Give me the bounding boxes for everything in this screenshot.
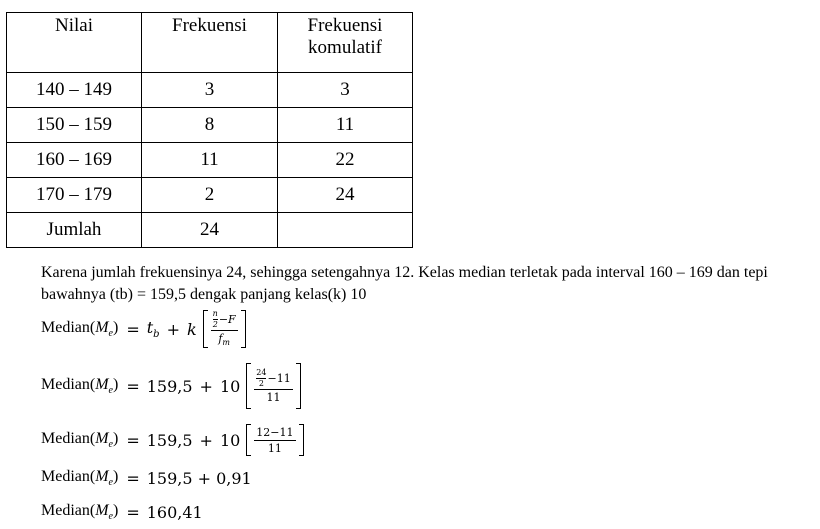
- header-nilai: Nilai: [7, 13, 142, 73]
- median-label: $Median(M_e)$: [41, 318, 119, 340]
- table-row: [7, 108, 413, 143]
- cell-frekuensi: 2: [142, 178, 278, 213]
- header-frekuensi: Frekuensi: [142, 13, 278, 73]
- fraction: n 2 −F $f_m$: [212, 309, 236, 348]
- equals-sign: =: [126, 319, 140, 339]
- formula-median-simplified: [41, 424, 304, 456]
- cell-jumlah-value: 24: [142, 213, 278, 248]
- cell-frekuensi: 3: [142, 73, 278, 108]
- bracket-group: [246, 363, 300, 409]
- cell-nilai: 160 – 169: [7, 143, 142, 178]
- k-value: 10: [219, 376, 241, 396]
- equals-sign: =: [126, 468, 140, 488]
- cell-komulatif: 22: [278, 143, 413, 178]
- cell-jumlah-empty: [278, 213, 413, 248]
- right-bracket: [241, 310, 246, 348]
- cell-nilai: 140 – 149: [7, 73, 142, 108]
- median-label: $Median(M_e)$: [41, 468, 119, 489]
- plus-sign: +: [166, 319, 180, 339]
- fraction: 24 2 −11 11: [256, 367, 291, 404]
- tb-value: 159,5: [146, 430, 193, 450]
- plus-sign: +: [199, 376, 213, 396]
- cell-frekuensi: 8: [142, 108, 278, 143]
- median-label: $Median(M_e)$: [41, 375, 119, 397]
- equals-sign: =: [126, 430, 140, 450]
- table-header-row: [7, 13, 413, 73]
- k-symbol: k: [186, 319, 197, 339]
- cell-nilai: 170 – 179: [7, 178, 142, 213]
- formula-median-result: [41, 502, 206, 522]
- cell-jumlah-label: Jumlah: [7, 213, 142, 248]
- left-bracket: [246, 363, 251, 409]
- header-col3-line2: komulatif: [308, 37, 382, 58]
- table-row: [7, 178, 413, 213]
- cell-nilai: 150 – 159: [7, 108, 142, 143]
- tb-value: 159,5: [146, 376, 193, 396]
- k-value: 10: [219, 430, 241, 450]
- cell-komulatif: 3: [278, 73, 413, 108]
- table-row: [7, 143, 413, 178]
- left-bracket: [246, 424, 251, 456]
- sum-expression: 159,5 + 0,91: [146, 468, 252, 488]
- bracket-group: [246, 424, 303, 456]
- bracket-group: [203, 310, 246, 348]
- median-label: $Median(M_e)$: [41, 502, 119, 523]
- median-label: $Median(M_e)$: [41, 429, 119, 451]
- explanation-paragraph: Karena jumlah frekuensinya 24, sehingga setengahnya 12. Kelas median terletak pada interval 160 – 169 dan tepi bawahnya (tb) = 159,5 dengak panjang kelas(k) 10: [41, 264, 768, 303]
- formula-median-general: [41, 310, 246, 348]
- table-row-total: [7, 213, 413, 248]
- left-bracket: [203, 310, 208, 348]
- tb-symbol: $t_b$: [146, 317, 160, 341]
- median-result: 160,41: [146, 502, 203, 522]
- header-frekuensi-komulatif: [278, 13, 413, 73]
- equals-sign: =: [126, 502, 140, 522]
- formula-median-substituted: [41, 363, 301, 409]
- plus-sign: +: [199, 430, 213, 450]
- right-bracket: [299, 424, 304, 456]
- cell-komulatif: 24: [278, 178, 413, 213]
- cell-frekuensi: 11: [142, 143, 278, 178]
- frequency-table: [6, 12, 413, 248]
- header-col3-line1: Frekuensi: [307, 15, 383, 36]
- table-row: [7, 73, 413, 108]
- equals-sign: =: [126, 376, 140, 396]
- cell-komulatif: 11: [278, 108, 413, 143]
- right-bracket: [296, 363, 301, 409]
- fraction: $\frac{12-11}{11}$: [256, 425, 294, 455]
- formula-median-sum: [41, 468, 255, 488]
